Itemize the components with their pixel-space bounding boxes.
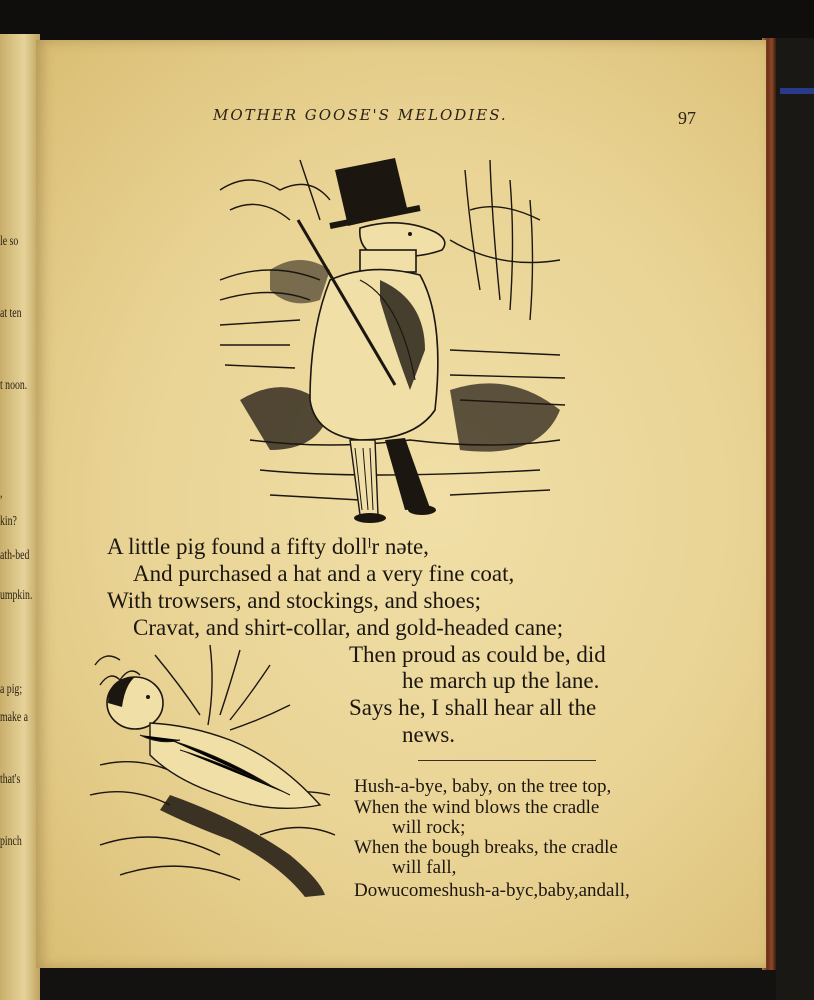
section-divider [418,760,596,761]
left-page-fragment: a pig; [0,682,23,697]
left-page-fragment: pinch [0,834,22,849]
poem1-line: Says he, I shall hear all the [349,695,597,720]
left-page-fragment: umpkin. [0,588,33,603]
poem1-line: he march up the lane. [402,668,600,693]
left-page-fragment: ath-bed [0,548,30,563]
poem1-line: A little pig found a fifty dollˡr nəte, [107,534,429,559]
poem2-line: will rock; [392,817,466,838]
left-page-fragment: at ten [0,306,22,321]
left-page-fragment: kin? [0,514,17,529]
blue-bookmark [780,88,814,94]
poem1-line: And purchased a hat and a very fine coat, [133,561,515,586]
pig-gentleman-illustration [210,150,580,525]
poem1-line: news. [402,722,456,747]
baby-in-tree-illustration [80,645,340,900]
poem1-line: Then proud as could be, did [349,642,606,667]
background-right [776,38,814,1000]
poem2-line: When the wind blows the cradle [354,797,600,818]
left-page-fragment: t noon. [0,378,28,393]
left-page-fragment: that's [0,772,21,787]
poem2-line: Dowucomeshush-a-byc,baby,andall, [354,880,630,901]
poem1-line: Cravat, and shirt-collar, and gold-headed cane; [133,615,564,640]
background-top [0,0,814,40]
poem2-line: will fall, [392,857,457,878]
left-page-fragment: make a [0,710,29,725]
left-page-fragment: le so [0,234,19,249]
page-number: 97 [678,108,696,128]
left-page-fragment: , [0,486,3,501]
poem2-line: When the bough breaks, the cradle [354,837,618,858]
running-head: MOTHER GOOSE'S MELODIES. [213,106,508,124]
poem1-line: With trowsers, and stockings, and shoes; [107,588,482,613]
poem2-line: Hush-a-bye, baby, on the tree top, [354,776,612,797]
